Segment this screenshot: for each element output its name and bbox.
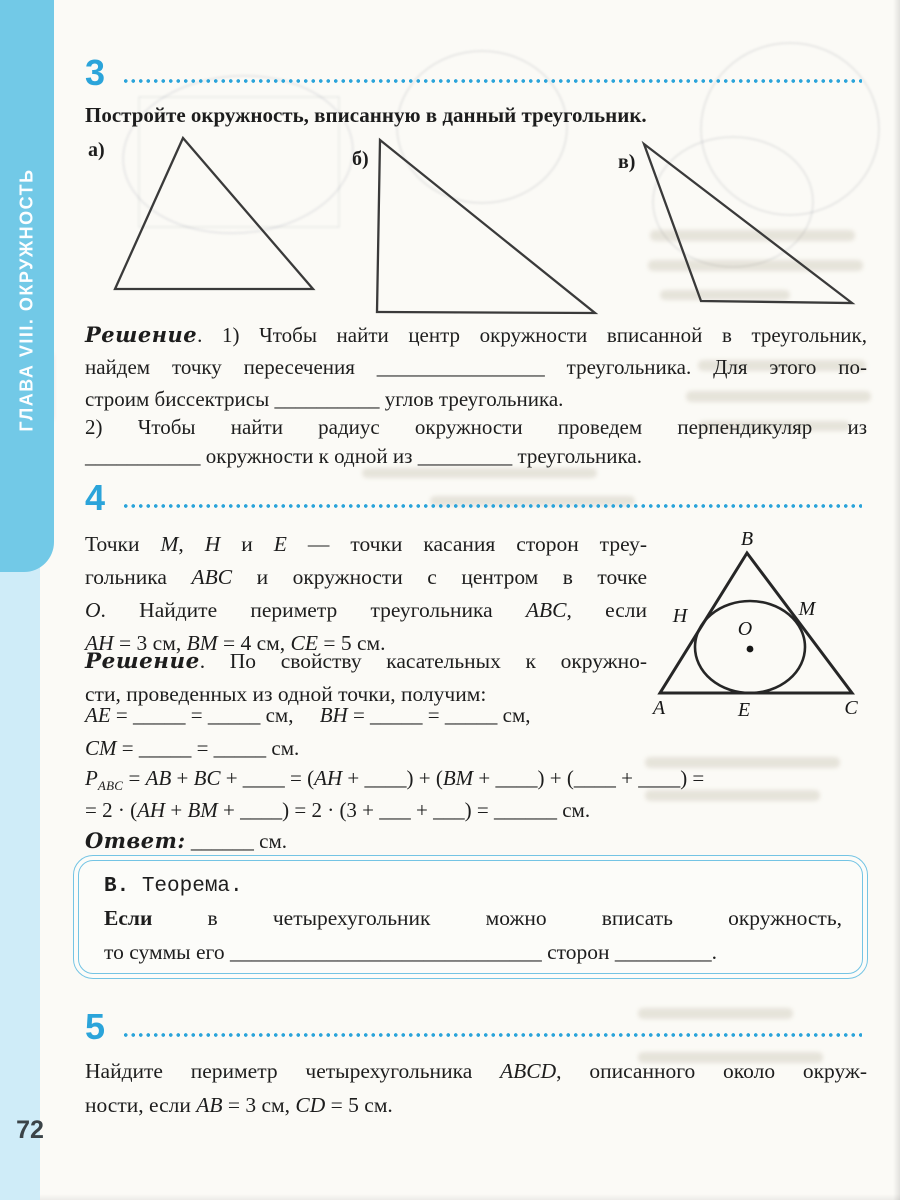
section-3-number: 3	[85, 52, 106, 93]
section-4-dotted-separator	[122, 503, 862, 509]
problem-4-line: O. Найдите периметр треугольника ABC, если	[85, 598, 647, 622]
equation-line: CM = _____ = _____ см.	[85, 736, 300, 760]
section-5-dotted-separator	[122, 1032, 862, 1038]
equation-line: = 2 · (AH + BM + ____) = 2 · (3 + ___ + ___) = ______ см.	[85, 798, 591, 822]
problem-3-text: Постройте окружность, вписанную в данный треугольник.	[85, 103, 647, 127]
page-number: 72	[16, 1116, 44, 1144]
problem-4-line: Точки M, H и E — точки касания сторон треу-	[85, 532, 648, 556]
vertex-label-C: C	[844, 697, 858, 719]
page-edge-shadow-right	[893, 0, 900, 1200]
bleedthrough-ghost-text	[638, 1008, 793, 1019]
solution-3-line: найдем точку пересечения ________________ треугольника. Для этого по-	[85, 355, 867, 379]
tangent-label-E: E	[737, 699, 751, 721]
triangle-a-label: а)	[88, 139, 105, 161]
section-5-number: 5	[85, 1006, 106, 1047]
problem-5-line: ности, если AB = 3 см, CD = 5 см.	[85, 1093, 393, 1117]
center-label-O: O	[737, 618, 753, 640]
problem-5-line: Найдите периметр четырехугольника ABCD, описанного около окруж-	[85, 1059, 867, 1083]
chapter-label: ГЛАВА VIII. ОКРУЖНОСТЬ	[16, 168, 37, 432]
solution-4-line: сти, проведенных из одной точки, получим:	[85, 682, 487, 706]
triangle-a-figure	[95, 130, 325, 298]
solution-3-line: 2) Чтобы найти радиус окружности проведем перпендикуляр из	[85, 415, 867, 439]
vertex-label-A: A	[652, 697, 666, 719]
triangle-v-label: в)	[618, 151, 636, 173]
section-4-number: 4	[85, 477, 106, 518]
equation-line: AE = _____ = _____ см, BH = _____ = _____ см,	[85, 703, 531, 727]
answer-line: Ответ: ______ см.	[85, 828, 288, 853]
tangent-label-H: H	[672, 605, 688, 627]
solution-3-line: ___________ окружности к одной из _________ треугольника.	[85, 444, 642, 468]
equation-line: $P_{ABC}$ = AB + BC + ____ = (AH + ____) + (BM + ____) + (____ + ____) =	[85, 766, 705, 793]
tangent-label-M: M	[798, 598, 816, 620]
center-dot	[747, 646, 754, 653]
problem-4-line: гольника ABC и окружности с центром в точке	[85, 565, 647, 589]
solution-3-line: Решение. 1) Чтобы найти центр окружности вписанной в треугольник,	[85, 322, 867, 347]
problem-4-line: AH = 3 см, BM = 4 см, CE = 5 см.	[85, 631, 386, 655]
theorem-title: В. Теорема.	[104, 875, 243, 898]
solution-4-line: Решение. По свойству касательных к окружно-	[85, 649, 647, 674]
section-3-dotted-separator	[122, 78, 862, 84]
vertex-label-B: B	[740, 528, 754, 550]
theorem-body-line: то суммы его _____________________________ сторон _________.	[104, 940, 717, 964]
theorem-box	[73, 855, 868, 979]
triangle-b-figure	[358, 130, 606, 320]
inscribed-circle-figure	[640, 523, 870, 723]
solution-3-line: строим биссектрисы __________ углов треугольника.	[85, 387, 564, 411]
theorem-body-line: Если в четырехугольник можно вписать окружность,	[104, 906, 842, 930]
triangle-v-figure	[628, 132, 863, 310]
page-edge-shadow-bottom	[40, 1194, 900, 1200]
triangle-b-label: б)	[352, 148, 369, 170]
